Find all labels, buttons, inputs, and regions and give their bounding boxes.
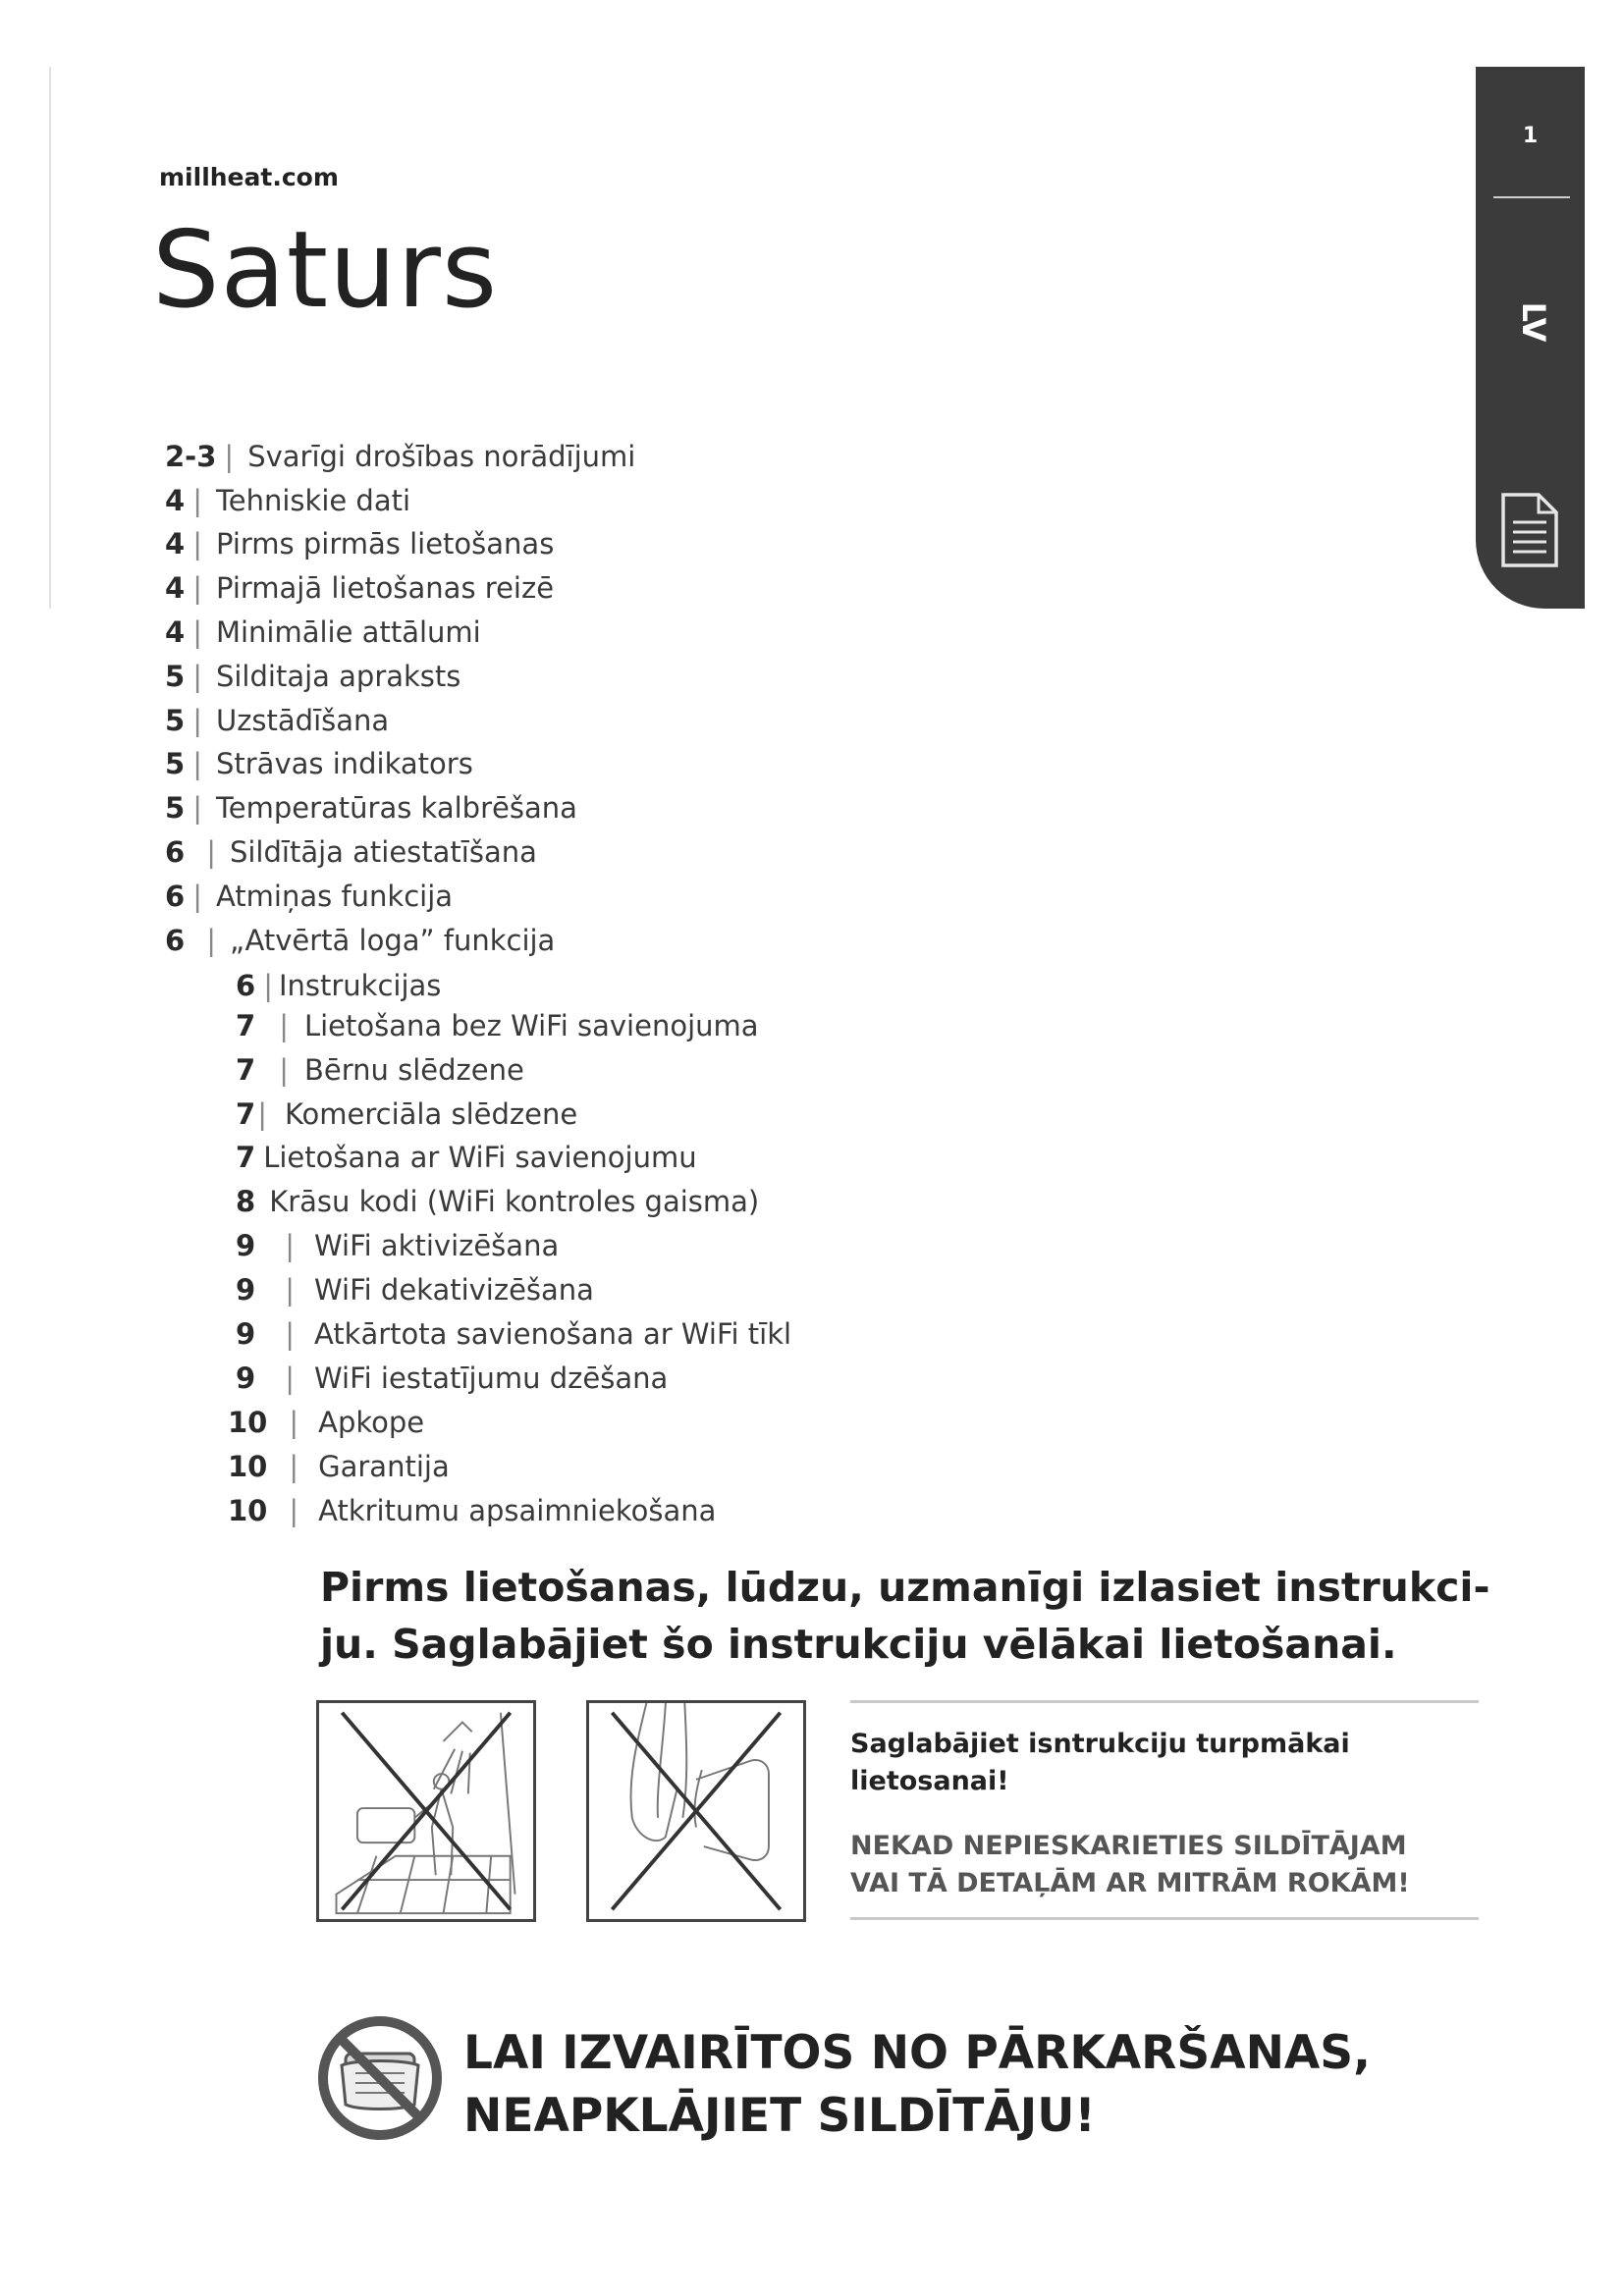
toc-page-number: 2-3: [165, 440, 217, 473]
toc-item: [228, 1494, 717, 1527]
toc-page-number: 7: [236, 1141, 256, 1174]
document-icon: [1499, 491, 1560, 569]
toc-page-number: 9: [236, 1362, 256, 1395]
toc-page-number: 6: [165, 924, 186, 957]
toc-separator: |: [279, 1009, 289, 1042]
toc-page-number: 7: [236, 1097, 256, 1131]
toc-page-number: 4: [165, 571, 186, 605]
toc-page-number: 6: [165, 835, 186, 869]
toc-page-number: 9: [236, 1317, 256, 1351]
toc-separator: |: [192, 615, 202, 649]
toc-item: [236, 1185, 760, 1218]
toc-title: Garantija: [318, 1450, 450, 1483]
toc-item: [165, 660, 461, 693]
toc-item: [236, 1364, 668, 1393]
toc-item: [236, 1317, 792, 1351]
toc-item: [165, 747, 473, 780]
toc-title: Krāsu kodi (WiFi kontroles gaisma): [269, 1185, 760, 1218]
toc-title: Sildītāja atiestatīšana: [229, 835, 537, 869]
no-wet-hands-pictogram: [586, 1700, 806, 1922]
toc-separator: |: [285, 1362, 295, 1395]
toc-item: [165, 924, 556, 957]
toc-title: „Atvērtā loga” funkcija: [229, 924, 556, 957]
toc-page-number: 9: [236, 1229, 256, 1262]
toc-page-number: 4: [165, 615, 186, 649]
toc-separator: |: [192, 484, 202, 517]
toc-title: Instrukcijas: [278, 969, 442, 1002]
toc-title: Lietošana bez WiFi savienojuma: [303, 1009, 759, 1042]
toc-separator: |: [192, 527, 202, 561]
toc-separator: |: [285, 1317, 295, 1351]
toc-title: Silditaja apraksts: [215, 660, 461, 693]
toc-title: Bērnu slēdzene: [303, 1053, 524, 1087]
toc-page-number: 10: [228, 1406, 268, 1439]
overheating-warning: [463, 2022, 1371, 2148]
toc-item: [236, 1141, 697, 1174]
toc-item: [165, 527, 555, 561]
toc-separator: |: [285, 1229, 295, 1262]
toc-item: [165, 615, 481, 649]
toc-separator: |: [289, 1450, 299, 1483]
toc-page-number: 10: [228, 1494, 268, 1527]
toc-separator: |: [263, 969, 273, 1002]
toc-item: [228, 1406, 425, 1439]
toc-title: Komerciāla slēdzene: [284, 1097, 578, 1131]
toc-page-number: 5: [165, 660, 186, 693]
toc-title: Strāvas indikators: [215, 747, 473, 780]
toc-separator: |: [192, 660, 202, 693]
wet-hands-warning-line1: NEKAD NEPIESKARIETIES SILDĪTĀJAM: [850, 1831, 1407, 1861]
toc-separator: |: [206, 835, 216, 869]
toc-title: Pirmajā lietošanas reizē: [215, 571, 555, 605]
toc-title: WiFi aktivizēšana: [313, 1229, 560, 1262]
wet-hands-warning-text: [850, 1828, 1410, 1902]
toc-page-number: 7: [236, 1009, 256, 1042]
toc-title: Atkritumu apsaimniekošana: [318, 1494, 717, 1527]
do-not-cover-icon: [316, 2014, 444, 2142]
toc-separator: |: [279, 1053, 289, 1087]
usage-notice-line1: Pirms lietošanas, lūdzu, uzmanīgi izlasiet instrukci-: [320, 1564, 1490, 1611]
toc-page-number: 8: [236, 1185, 256, 1218]
toc-item: [236, 1229, 560, 1262]
toc-page-number: 6: [236, 969, 256, 1002]
toc-separator: |: [257, 1097, 267, 1131]
toc-page-number: 9: [236, 1273, 256, 1307]
toc-separator: |: [206, 924, 216, 957]
toc-item: [228, 1450, 450, 1483]
toc-item: [236, 1053, 524, 1087]
toc-page-number: 4: [165, 527, 186, 561]
overheating-warning-line1: LAI IZVAIRĪTOS NO PĀRKARŠANAS,: [463, 2026, 1371, 2080]
sidebar-divider: [1493, 196, 1570, 198]
toc-title: Minimālie attālumi: [215, 615, 481, 649]
toc-page-number: 4: [165, 484, 186, 517]
toc-title: Apkope: [318, 1406, 425, 1439]
toc-page-number: 5: [165, 747, 186, 780]
toc-title: Atkārtota savienošana ar WiFi tīkl: [313, 1317, 792, 1351]
site-url: millheat.com: [159, 163, 339, 191]
toc-title: Pirms pirmās lietošanas: [215, 527, 555, 561]
toc-item: [165, 440, 636, 473]
page-left-rule: [49, 67, 51, 609]
toc-item: [236, 969, 442, 1002]
toc-page-number: 7: [236, 1053, 256, 1087]
toc-item: [165, 791, 577, 825]
toc-separator: |: [289, 1494, 299, 1527]
language-label: LV: [1515, 301, 1552, 343]
toc-page-number: 5: [165, 791, 186, 825]
toc-title: Lietošana ar WiFi savienojumu: [263, 1141, 697, 1174]
page-number: 1: [1522, 124, 1539, 148]
toc-separator: |: [192, 880, 202, 913]
toc-separator: |: [285, 1273, 295, 1307]
toc-title: Svarīgi drošības norādījumi: [247, 440, 636, 473]
toc-item: [236, 1009, 759, 1042]
toc-item: [165, 704, 390, 737]
toc-item: [165, 571, 555, 605]
toc-item: [236, 1273, 594, 1307]
toc-item: [236, 1097, 578, 1131]
toc-separator: |: [192, 571, 202, 605]
no-shower-pictogram: [316, 1700, 536, 1922]
toc-separator: |: [192, 704, 202, 737]
usage-notice-line2: ju. Saglabājiet šo instrukciju vēlākai lietošanai.: [320, 1621, 1397, 1668]
toc-title: WiFi dekativizēšana: [313, 1273, 594, 1307]
toc-item: [165, 882, 453, 911]
toc-page-number: 10: [228, 1450, 268, 1483]
save-instructions-text: [850, 1726, 1350, 1800]
toc-separator: |: [224, 440, 235, 473]
overheating-warning-line2: NEAPKLĀJIET SILDĪTĀJU!: [463, 2089, 1096, 2143]
toc-title: Atmiņas funkcija: [215, 880, 454, 913]
toc-page-number: 6: [165, 880, 186, 913]
toc-title: Temperatūras kalbrēšana: [215, 791, 577, 825]
toc-page-number: 5: [165, 704, 186, 737]
usage-notice: [320, 1559, 1490, 1673]
toc-item: [165, 835, 537, 869]
toc-title: Uzstādīšana: [215, 704, 390, 737]
toc-title: WiFi iestatījumu dzēšana: [313, 1362, 669, 1395]
toc-title: Tehniskie dati: [215, 484, 411, 517]
save-instructions-line2: lietosanai!: [850, 1766, 1009, 1796]
toc-separator: |: [192, 747, 202, 780]
toc-separator: |: [192, 791, 202, 825]
toc-separator: |: [289, 1406, 299, 1439]
sidebar-tab: [1476, 67, 1585, 609]
warning-top-rule: [850, 1700, 1479, 1703]
page-title: Saturs: [152, 209, 499, 332]
save-instructions-line1: Saglabājiet isntrukciju turpmākai: [850, 1729, 1350, 1759]
toc-item: [165, 484, 411, 517]
wet-hands-warning-line2: VAI TĀ DETAĻĀM AR MITRĀM ROKĀM!: [850, 1868, 1410, 1898]
warning-bottom-rule: [850, 1917, 1479, 1920]
